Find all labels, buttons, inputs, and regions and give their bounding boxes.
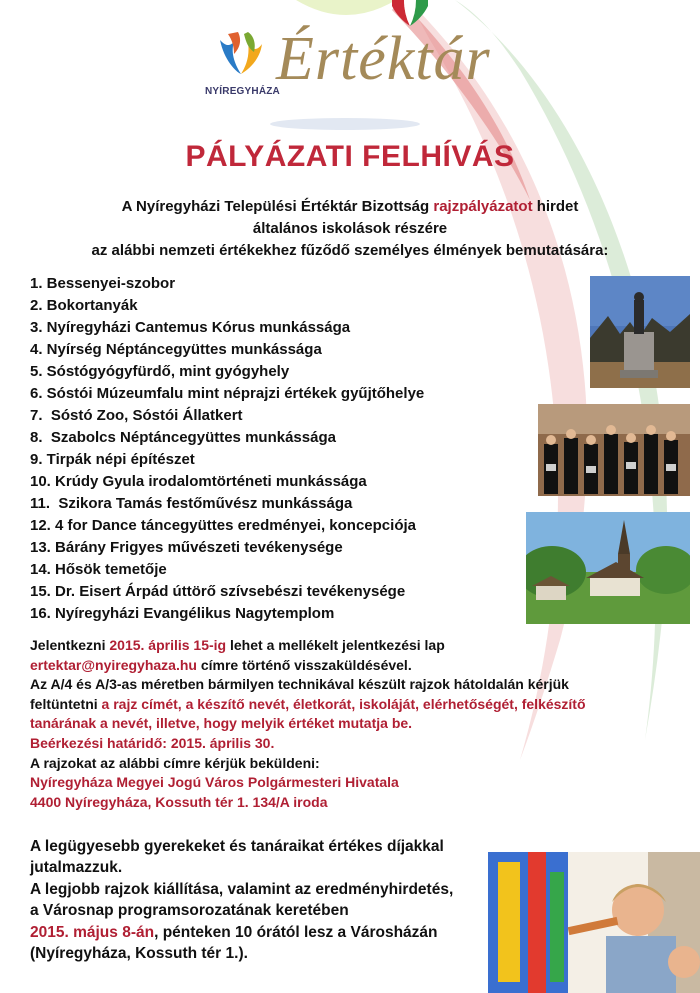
info-l5: tanárának a nevét, illetve, hogy melyik értéket mutatja be.: [30, 715, 413, 732]
list-item: 9. Tirpák népi építészet: [30, 451, 195, 468]
nyiregyhaza-emblem-icon: [214, 30, 268, 86]
logo-city-name: NYÍREGYHÁZA: [205, 86, 280, 97]
logo-shadow: [270, 118, 420, 130]
contact-email-link[interactable]: ertektar@nyiregyhaza.hu: [30, 656, 197, 673]
list-item: 15. Dr. Eisert Árpád úttörő szívsebészi tevékenysége: [30, 583, 406, 600]
required-details: a rajz címét, a készítő nevét, életkorát, iskoláját, elérhetőségét, felkészítő: [101, 695, 586, 712]
village-museum-photo: [526, 512, 690, 624]
closing-l2: jutalmazzuk.: [30, 859, 123, 877]
list-item: 2. Bokortanyák: [30, 297, 138, 314]
logo-wordmark: Értéktár: [276, 25, 491, 93]
closing-l6: (Nyíregyháza, Kossuth tér 1.).: [30, 945, 248, 963]
list-item: 11. Szikora Tamás festőművész munkássága: [30, 495, 353, 512]
send-instruction: A rajzokat az alábbi címre kérjük beküldeni:: [30, 754, 320, 771]
top-orb: [296, 0, 396, 15]
intro-line1-post: hirdet: [532, 198, 579, 215]
closing-text: [30, 836, 500, 964]
intro-highlight: rajzpályázatot: [433, 198, 533, 215]
closing-l5-post: , pénteken 10 órától lesz a Városházán: [154, 923, 438, 941]
intro-line1-pre: A Nyíregyházi Települési Értéktár Bizottság: [121, 198, 434, 215]
office-name: Nyíregyháza Megyei Jogú Város Polgármesteri Hivatala: [30, 774, 399, 791]
list-item: 7. Sóstó Zoo, Sóstói Állatkert: [30, 407, 243, 424]
child-painting-photo: [488, 852, 700, 993]
deadline: Beérkezési határidő: 2015. április 30.: [30, 734, 275, 751]
office-address: 4400 Nyíregyháza, Kossuth tér 1. 134/A iroda: [30, 793, 328, 810]
submission-info: [30, 636, 670, 812]
list-item: 8. Szabolcs Néptáncegyüttes munkássága: [30, 429, 336, 446]
intro-line2: általános iskolások részére: [252, 220, 448, 237]
application-date: 2015. április 15-ig: [109, 637, 227, 653]
list-item: 3. Nyíregyházi Cantemus Kórus munkássága: [30, 319, 351, 336]
award-date: 2015. május 8-án: [30, 923, 155, 941]
choir-photo: [538, 404, 690, 496]
info-l4-pre: feltüntetni: [30, 695, 102, 712]
list-item: 5. Sóstógyógyfürdő, mint gyógyhely: [30, 363, 290, 380]
intro-line3: az alábbi nemzeti értékekhez fűződő személyes élmények bemutatására:: [91, 242, 609, 259]
list-item: 10. Krúdy Gyula irodalomtörténeti munkássága: [30, 473, 367, 490]
values-list: [30, 273, 424, 625]
list-item: 12. 4 for Dance táncegyüttes eredményei, koncepciója: [30, 517, 416, 534]
statue-photo: [590, 276, 690, 388]
closing-l3: A legjobb rajzok kiállítása, valamint az eredményhirdetés,: [30, 880, 454, 898]
list-item: 13. Bárány Frigyes művészeti tevékenysége: [30, 539, 343, 556]
info-l3: Az A/4 és A/3-as méretben bármilyen technikával készült rajzok hátoldalán kérjük: [30, 676, 569, 693]
info-l2-post: címre történő visszaküldésével.: [196, 656, 412, 673]
list-item: 1. Bessenyei-szobor: [30, 275, 176, 292]
info-l1-post: lehet a mellékelt jelentkezési lap: [226, 637, 445, 653]
list-item: 4. Nyírség Néptáncegyüttes munkássága: [30, 341, 322, 358]
intro-text: [40, 196, 660, 262]
list-item: 6. Sóstói Múzeumfalu mint néprajzi értékek gyűjtőhelye: [30, 385, 425, 402]
closing-l1: A legügyesebb gyerekeket és tanáraikat értékes díjakkal: [30, 838, 444, 855]
page-title: PÁLYÁZATI FELHÍVÁS: [185, 140, 515, 173]
closing-l4: a Városnap programsorozatának keretében: [30, 902, 349, 920]
list-item: 16. Nyíregyházi Evangélikus Nagytemplom: [30, 605, 335, 622]
info-l1-pre: Jelentkezni: [30, 637, 110, 653]
list-item: 14. Hősök temetője: [30, 561, 167, 578]
